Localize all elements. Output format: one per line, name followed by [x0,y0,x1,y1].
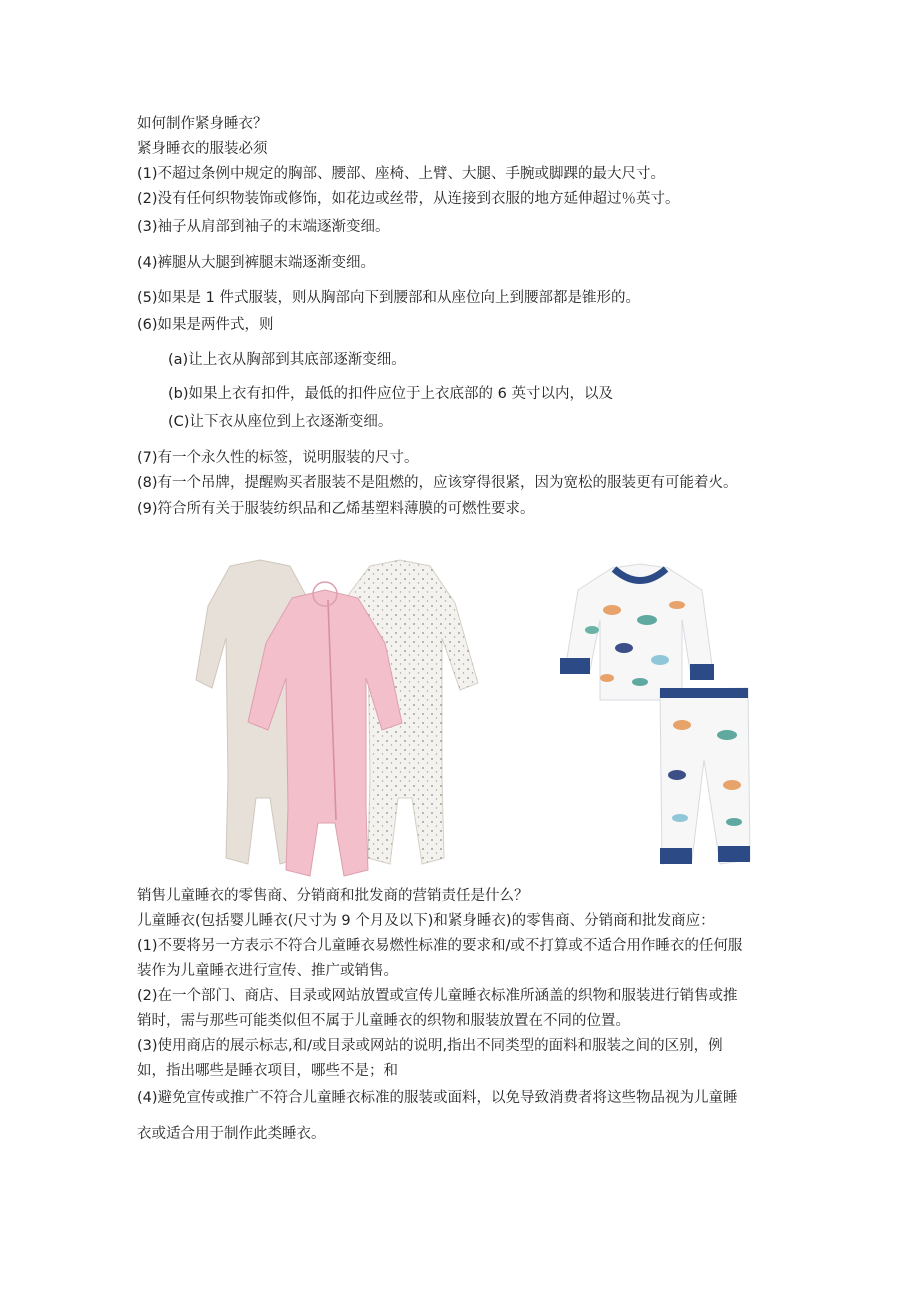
section-title: 如何制作紧身睡衣？ [137,116,268,132]
pajama-pants [660,688,750,864]
list-item: (6)如果是两件式，则 [137,317,274,333]
dinosaur-pajama-photo [552,560,757,878]
paragraph-line: 如，指出哪些是睡衣项目，哪些不是；和 [137,1063,398,1079]
paragraph-line: (1)不要将另一方表示不符合儿童睡衣易燃性标准的要求和/或不打算或不适合用作睡衣的任何服 [137,938,743,954]
list-item: (3)袖子从肩部到袖子的末端逐渐变细。 [137,219,390,235]
onesies-photo [160,558,490,878]
list-item: (9)符合所有关于服装纺织品和乙烯基塑料薄膜的可燃性要求。 [137,501,535,517]
list-item: (1)不超过条例中规定的胸部、腰部、座椅、上臂、大腿、手腕或脚踝的最大尺寸。 [137,166,666,182]
list-item: (4)裤腿从大腿到裤腿末端逐渐变细。 [137,255,376,271]
paragraph-line: (2)在一个部门、商店、目录或网站放置或宣传儿童睡衣标准所涵盖的织物和服装进行销售或推 [137,988,738,1004]
list-item: (8)有一个吊牌，提醒购买者服装不是阻燃的，应该穿得很紧，因为宽松的服装更有可能着火。 [137,475,738,491]
section-intro: 儿童睡衣(包括婴儿睡衣(尺寸为 9 个月及以下)和紧身睡衣)的零售商、分销商和批发商应： [137,913,715,929]
paragraph-line: 衣或适合用于制作此类睡衣。 [137,1126,326,1142]
paragraph-line: 装作为儿童睡衣进行宣传、推广或销售。 [137,963,398,979]
sub-list-item: (b)如果上衣有扣件，最低的扣件应位于上衣底部的 6 英寸以内，以及 [168,386,613,402]
sub-list-item: (C)让下衣从座位到上衣逐渐变细。 [168,414,393,430]
pajama-top [560,564,714,700]
list-item: (5)如果是 1 件式服装，则从胸部向下到腰部和从座位向上到腰部都是锥形的。 [137,290,640,306]
section-intro: 紧身睡衣的服装必须 [137,141,268,157]
section-title: 销售儿童睡衣的零售商、分销商和批发商的营销责任是什么？ [137,888,529,904]
list-item: (7)有一个永久性的标签，说明服装的尺寸。 [137,450,419,466]
sub-list-item: (a)让上衣从胸部到其底部逐渐变细。 [168,352,406,368]
paragraph-line: (3)使用商店的展示标志,和/或目录或网站的说明,指出不同类型的面料和服装之间的区别，例 [137,1038,723,1054]
onesies-illustration [160,558,490,878]
paragraph-line: (4)避免宣传或推广不符合儿童睡衣标准的服装或面料，以免导致消费者将这些物品视为儿童睡 [137,1090,738,1106]
paragraph-line: 销时，需与那些可能类似但不属于儿童睡衣的织物和服装放置在不同的位置。 [137,1013,630,1029]
pajama-illustration [552,560,757,878]
list-item: (2)没有任何织物装饰或修饰，如花边或丝带，从连接到衣服的地方延伸超过％英寸。 [137,191,680,207]
